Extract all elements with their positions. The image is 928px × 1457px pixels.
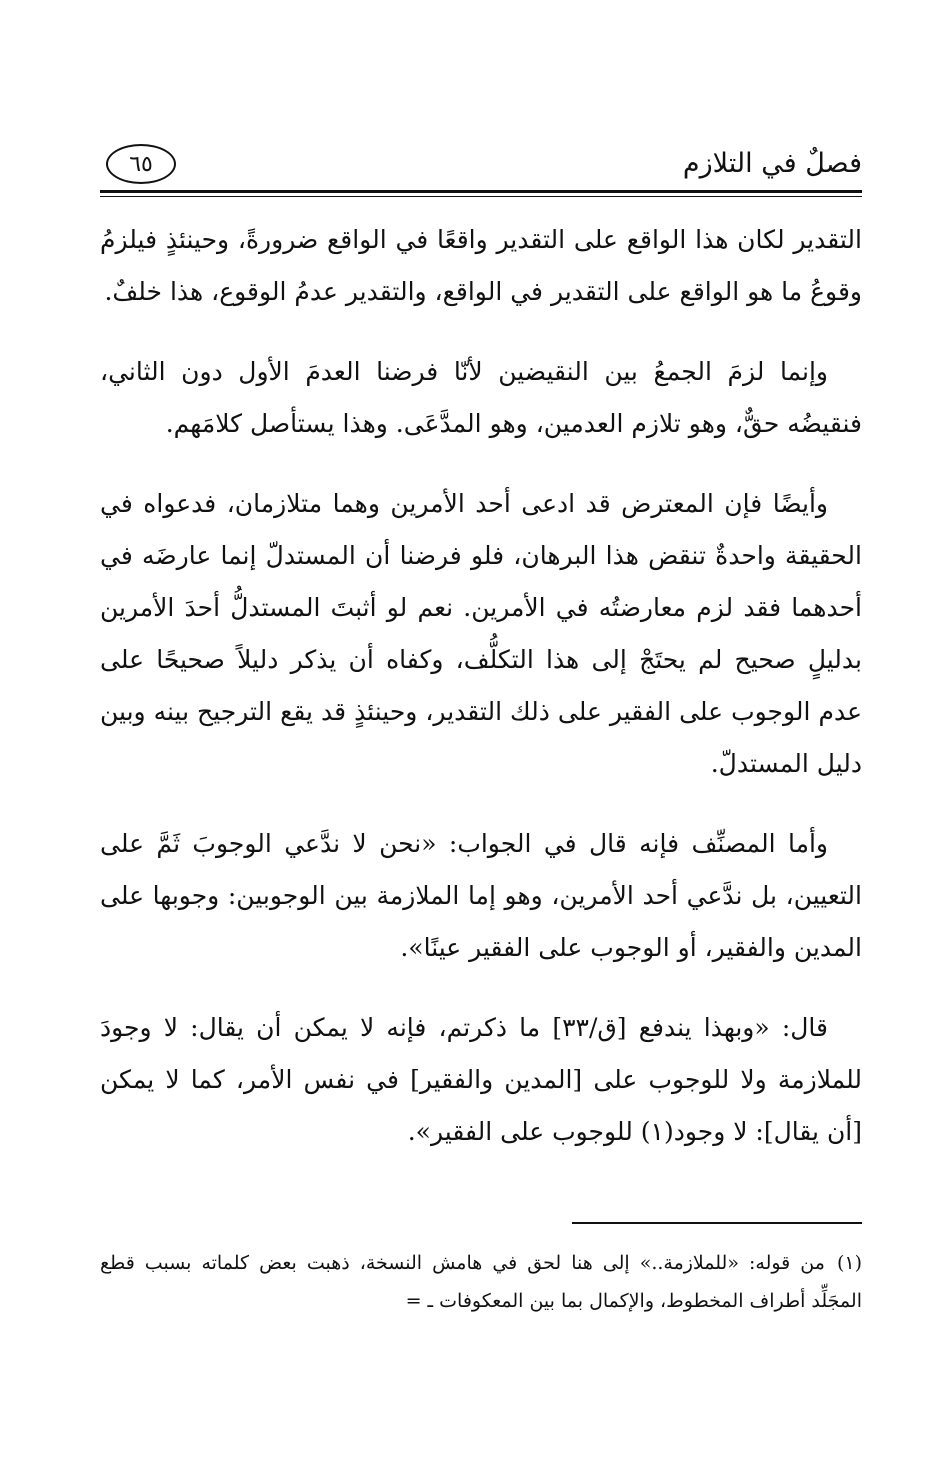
paragraph: وإنما لزمَ الجمعُ بين النقيضين لأنّا فرضنا العدمَ الأول دون الثاني، فنقيضُه حقٌّ، وهو تلازم العدمين، وهو المدَّعَى. وهذا يستأصل كلامَهم. [100, 357, 862, 438]
page-header [100, 140, 862, 188]
footnote-marker: (١) [836, 1252, 862, 1274]
page-number: ٦٥ [106, 144, 176, 184]
running-title: فصلٌ في التلازم [682, 148, 862, 179]
main-text [100, 214, 862, 1186]
footnote-separator [572, 1222, 862, 1224]
paragraph: وأيضًا فإن المعترض قد ادعى أحد الأمرين وهما متلازمان، فدعواه في الحقيقة واحدةٌ تنقض هذا البرهان، فلو فرضنا أن المستدلّ إنما عارضَه في أحدهما فقد لزم معارضتُه في الأمرين. نعم لو أثبتَ المستدلُّ أحدَ الأمرين بدليلٍ صحيح لم يحتَجْ إلى هذا التكلُّف، وكفاه أن يذكر دليلاً صحيحًا على عدم الوجوب على الفقير على ذلك التقدير، وحينئذٍ قد يقع الترجيح بينه وبين دليل المستدلّ. [100, 489, 862, 778]
header-rule [100, 190, 862, 193]
header-rule-thin [100, 196, 862, 197]
footnote-text: من قوله: «للملازمة..» إلى هنا لحق في هامش النسخة، ذهبت بعض كلماته بسبب قطع المجَلِّد أطراف المخطوط، والإكمال بما بين المعكوفات ـ = [100, 1252, 862, 1312]
paragraph: وأما المصنِّف فإنه قال في الجواب: «نحن لا ندَّعي الوجوبَ ثَمَّ على التعيين، بل ندَّعي أحد الأمرين، وهو إما الملازمة بين الوجوبين: وجوبها على المدين والفقير، أو الوجوب على الفقير عينًا». [100, 829, 862, 962]
paragraph: قال: «وبهذا يندفع [ق/٣٣] ما ذكرتم، فإنه لا يمكن أن يقال: لا وجودَ للملازمة ولا للوجوب على [المدين والفقير] في نفس الأمر، كما لا يمكن [أن يقال]: لا وجود(١) للوجوب على الفقير». [100, 1013, 862, 1146]
paragraph: التقدير لكان هذا الواقع على التقدير واقعًا في الواقع ضرورةً، وحينئذٍ فيلزمُ وقوعُ ما هو الواقع على التقدير في الواقع، والتقدير عدمُ الوقوع، هذا خلفٌ. [100, 225, 862, 306]
footnote [100, 1244, 862, 1320]
footnotes [100, 1244, 862, 1320]
